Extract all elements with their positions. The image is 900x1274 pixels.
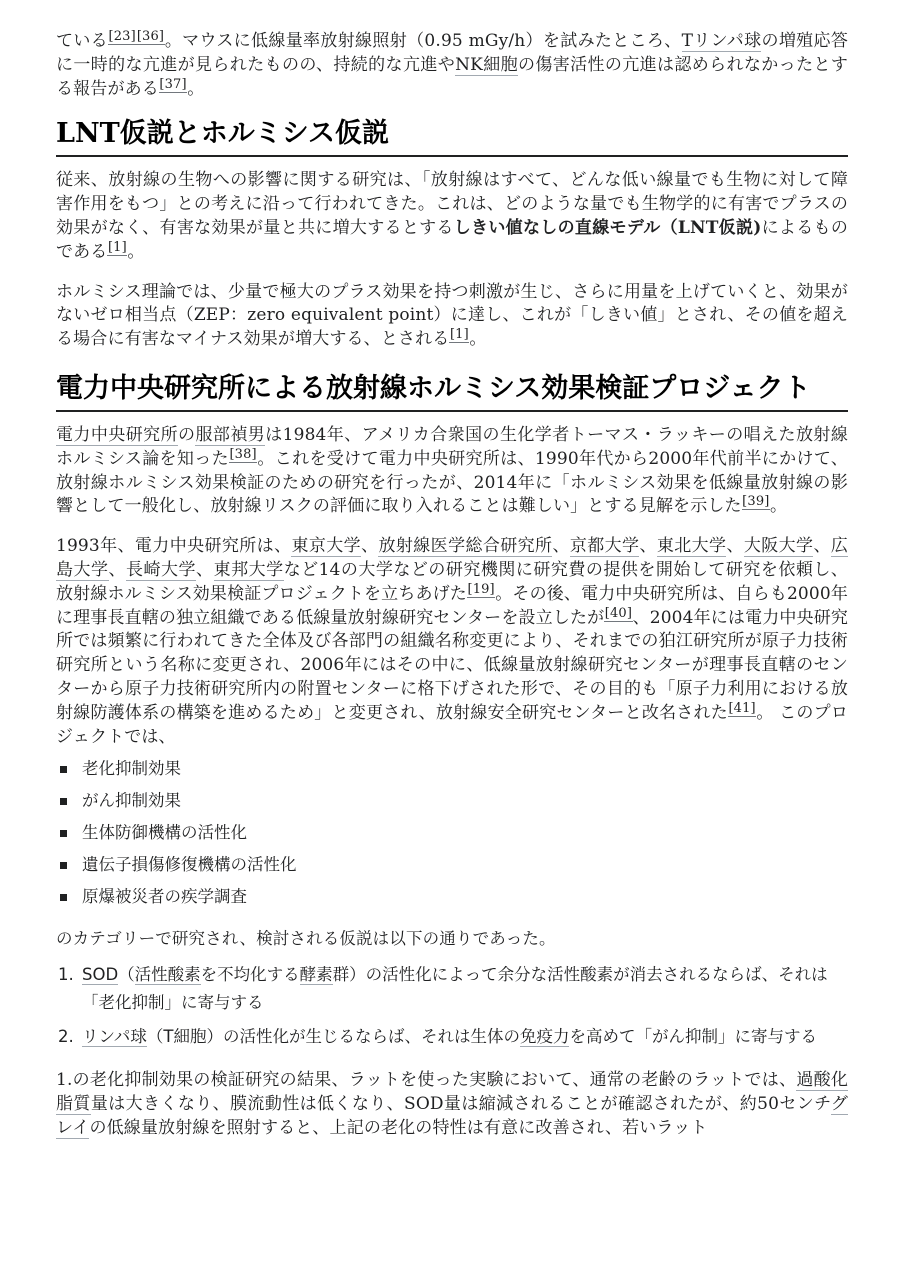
list-item-label: 生体防御機構の活性化 [82,823,247,843]
text: ホルミシス理論では、少量で極大のプラス効果を持つ刺激が生じ、さらに用量を上げていくと、効果がないゼロ相当点（ZEP：zero equivalent point）に達し、これが「しきい値」とされ、その値を超える場合に有害なマイナス効果が増大する、とされる [56,281,848,350]
text: の傷害活性の亢進は認められなかったとする報告がある [56,54,848,99]
enzyme-link[interactable]: 酵素 [299,965,333,985]
text: 、2004年には電力中央研究所では頻繁に行われてきた全体及び各部門の組織名称変更により、それまでの狛江研究所が原子力技術研究所という名称に変更され、2006年にはその中に、低線量放射線研究センターが理事長直轄のセンターから原子力技術研究所内の附置センターに格下げされた形で、その目的も「原子力利用における放射線防護体系の構築を進めるため」と変更され、放射線安全研究センターと改名された [56,607,848,723]
osaka-univ-link[interactable]: 大阪大学 [743,536,814,557]
list-item-label: 原爆被災者の疾学調査 [82,887,247,907]
citation-link[interactable]: [1] [449,327,469,343]
text: 、 [108,559,127,580]
aging-study-paragraph [56,1069,848,1140]
text: など14の大学などの研究機関に研究費の提供を開始して研究を依頼し、放射線ホルミシス効果検証プロジェクトを立ちあげた [56,559,849,604]
category-list [56,753,848,913]
toho-univ-link[interactable]: 東邦大学 [213,559,284,580]
text: の低線量放射線を照射すると、上記の老化の特性は有意に改善され、若いラット [89,1117,708,1138]
text: の [178,424,196,445]
nk-cell-link[interactable]: NK細胞 [455,54,518,75]
lymphocyte-link[interactable]: リンパ球 [82,1027,147,1047]
t-lymphocyte-link[interactable]: Tリンパ球 [681,31,762,51]
text: （T細胞）の活性化が生じるならば、それは生体の [146,1027,520,1047]
citation-link[interactable]: [1] [107,239,127,255]
immunity-link[interactable]: 免疫力 [519,1027,570,1047]
criepi-paragraph-2 [56,535,848,749]
bullet-icon [60,798,67,805]
list-number: 1. [58,965,74,985]
nagasaki-univ-link[interactable]: 長崎大学 [126,559,197,580]
bold-term: しきい値なしの直線モデル（LNT仮説) [453,217,762,238]
hiroshima-univ-link[interactable]: 広島大学 [56,536,849,580]
hormesis-paragraph [56,281,848,352]
text: 。 このプロジェクトでは、 [56,702,848,747]
text: を不均化する [200,965,300,985]
text: 。 [127,241,145,262]
list-item [56,961,848,1017]
list-item [56,1023,848,1051]
citation-link[interactable]: [19] [467,581,495,597]
text: 、 [196,559,214,580]
bullet-icon [60,830,67,837]
list-item [56,817,848,849]
citation-link[interactable]: [39] [742,494,770,510]
kyoto-univ-link[interactable]: 京都大学 [569,536,640,557]
nirs-link[interactable]: 放射線医学総合研究所 [378,536,553,557]
text: 。マウスに低線量率放射線照射（0.95 mGy/h）を試みたところ、 [164,31,682,51]
text: 。 [769,496,788,517]
intro-paragraph [56,30,848,101]
article-body [56,30,848,1141]
lipid-peroxide-link[interactable]: 過酸化脂質 [56,1070,848,1114]
citation-link[interactable]: [37] [159,76,187,92]
text: 、 [726,536,744,557]
citation-link[interactable]: [38] [229,446,257,462]
section-heading-lnt: LNT仮説とホルミシス仮説 [56,117,848,157]
text: 群）の活性化によって余分な活性酸素が消去されるならば、それは「老化抑制」に寄与する [82,965,828,1013]
text: は1984年、アメリカ合衆国の生化学者トーマス・ラッキーの唱えた放射線ホルミシス論を知った [56,424,848,469]
text: 1.の老化抑制効果の検証研究の結果、ラットを使った実験において、通常の老齢のラットでは、 [56,1070,797,1091]
text: 、 [552,536,570,557]
text: を高めて「がん抑制」に寄与する [569,1027,817,1047]
citation-link[interactable]: [41] [728,700,756,716]
list-item [56,881,848,913]
list-item [56,785,848,817]
text: 。その後、電力中央研究所は、自らも2000年に理事長直轄の独立組織である低線量放射線研究センターを設立したが [56,583,848,628]
text: （ [118,965,135,985]
hattori-link[interactable]: 服部禎男 [195,424,266,445]
bullet-icon [60,894,67,901]
gray-unit-link[interactable]: グレイ [56,1093,848,1138]
citation-link[interactable]: [23] [108,29,136,44]
reactive-oxygen-link[interactable]: 活性酸素 [134,965,201,985]
text: 。 [187,78,205,99]
sod-link[interactable]: SOD [82,965,119,985]
text: 。 [469,329,487,350]
bullet-icon [60,862,67,869]
text: ている [56,31,109,51]
list-item-label: 老化抑制効果 [82,759,181,779]
citation-link[interactable]: [36] [136,29,165,44]
criepi-paragraph-1 [56,424,848,519]
list-item-label: 遺伝子損傷修復機構の活性化 [82,855,297,875]
text: 1993年、電力中央研究所は、 [56,536,292,557]
text: の増殖応答に一時的な亢進が見られたものの、持続的な亢進や [56,31,849,75]
list-item [56,753,848,785]
list-number: 2. [58,1027,74,1047]
list-item-label: がん抑制効果 [82,791,181,811]
text: 、 [361,536,379,557]
after-list-text: のカテゴリーで研究され、検討される仮説は以下の通りであった。 [56,929,556,949]
section-heading-criepi: 電力中央研究所による放射線ホルミシス効果検証プロジェクト [56,372,848,412]
lnt-paragraph [56,169,848,264]
hypothesis-list [56,961,848,1051]
text: 、 [813,536,831,557]
list-item [56,849,848,881]
text: 従来、放射線の生物への影響に関する研究は、「放射線はすべて、どんな低い線量でも生物に対して障害作用をもつ」との考えに沿って行われてきた。これは、どのような量でも生物学的に有害でプラスの効果がなく、有害な効果が量と共に増大するとする [56,170,848,238]
text: 、 [639,536,657,557]
univ-tokyo-link[interactable]: 東京大学 [291,536,362,557]
citation-link[interactable]: [40] [604,605,633,621]
text: 。これを受けて電力中央研究所は、1990年代から2000年代前半にかけて、放射線ホルミシス効果検証のための研究を行ったが、2014年に「ホルミシス効果を低線量放射線の影響として一般化し、放射線リスクの評価に取り入れることは難しい」とする見解を示した [56,448,848,517]
criepi-link[interactable]: 電力中央研究所 [56,424,179,445]
text: によるものである [56,217,849,262]
text: 量は大きくなり、膜流動性は低くなり、SOD量は縮減されることが確認されたが、約50センチ [90,1093,831,1114]
bullet-icon [60,766,67,773]
tohoku-univ-link[interactable]: 東北大学 [656,536,727,557]
